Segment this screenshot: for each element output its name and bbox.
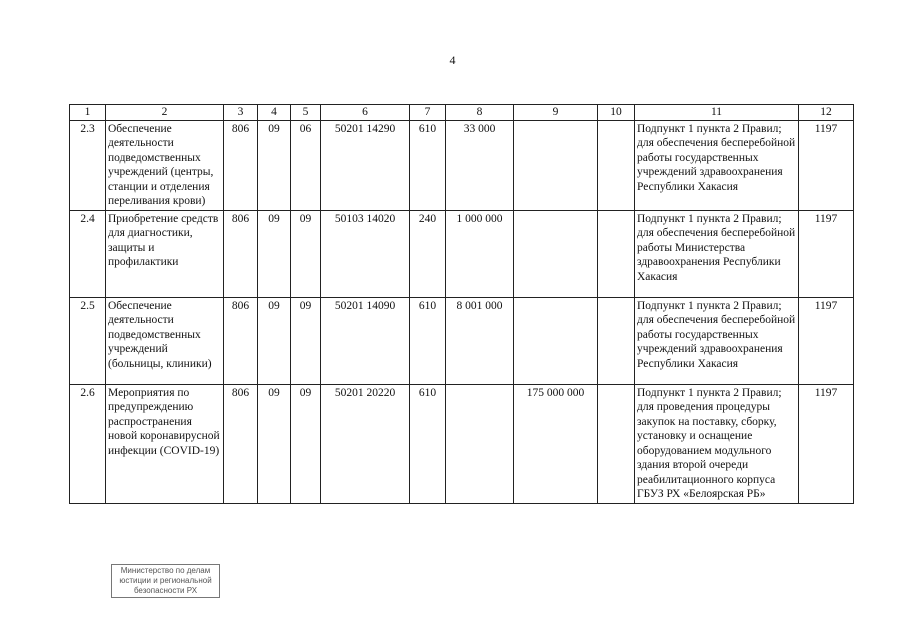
amount-cell: 1 000 000	[446, 210, 514, 297]
row-number: 2.5	[70, 297, 106, 384]
cell	[598, 297, 635, 384]
cell: 50201 14290	[321, 120, 410, 210]
column-header: 12	[799, 105, 854, 121]
column-header: 3	[224, 105, 258, 121]
column-header: 7	[410, 105, 446, 121]
amount-cell	[446, 384, 514, 503]
cell: 806	[224, 210, 258, 297]
table-row	[70, 120, 854, 210]
cell: 1197	[799, 120, 854, 210]
cell: 09	[258, 120, 291, 210]
cell: 50103 14020	[321, 210, 410, 297]
page-number: 4	[449, 53, 456, 67]
column-header: 6	[321, 105, 410, 121]
column-header: 1	[70, 105, 106, 121]
item-name: Обеспечение деятельности подведомственных учреждений (центры, станции и отделения переливания крови)	[106, 120, 224, 210]
amount-cell: 8 001 000	[446, 297, 514, 384]
stamp-line: Министерство по делам	[120, 566, 211, 575]
cell: 806	[224, 384, 258, 503]
cell: 806	[224, 297, 258, 384]
amount-cell: 33 000	[446, 120, 514, 210]
cell: 09	[258, 297, 291, 384]
table-row	[70, 210, 854, 297]
stamp-line: безопасности РХ	[133, 586, 198, 595]
cell: 06	[291, 120, 321, 210]
amount-cell	[514, 210, 598, 297]
stamp-line: юстиции и региональной	[119, 576, 212, 585]
item-name: Обеспечение деятельности подведомственных учреждений (больницы, клиники)	[106, 297, 224, 384]
row-number: 2.4	[70, 210, 106, 297]
cell: 09	[258, 384, 291, 503]
cell: 806	[224, 120, 258, 210]
cell: 09	[291, 297, 321, 384]
column-header: 9	[514, 105, 598, 121]
basis-cell: Подпункт 1 пункта 2 Правил; для обеспечения бесперебойной работы Министерства здравоохранения Республики Хакасия	[635, 210, 799, 297]
budget-allocation-table	[69, 104, 854, 504]
item-name: Приобретение средств для диагностики, защиты и профилактики	[106, 210, 224, 297]
amount-cell	[514, 297, 598, 384]
registration-stamp	[111, 564, 220, 598]
amount-cell	[514, 120, 598, 210]
cell: 09	[291, 384, 321, 503]
cell: 610	[410, 297, 446, 384]
row-number: 2.3	[70, 120, 106, 210]
table-row	[70, 384, 854, 503]
cell: 610	[410, 120, 446, 210]
basis-cell: Подпункт 1 пункта 2 Правил; для проведения процедуры закупок на поставку, сборку, установку и оснащение оборудованием модульного здания второй очереди реабилитационного корпуса ГБУЗ РХ «Белоярская РБ»	[635, 384, 799, 503]
column-header: 10	[598, 105, 635, 121]
cell	[598, 210, 635, 297]
column-header: 4	[258, 105, 291, 121]
cell	[598, 384, 635, 503]
cell: 1197	[799, 210, 854, 297]
cell: 1197	[799, 384, 854, 503]
cell: 09	[258, 210, 291, 297]
cell: 09	[291, 210, 321, 297]
cell: 1197	[799, 297, 854, 384]
cell: 240	[410, 210, 446, 297]
row-number: 2.6	[70, 384, 106, 503]
item-name: Мероприятия по предупреждению распространения новой коронавирусной инфекции (COVID-19)	[106, 384, 224, 503]
table-header-row	[70, 105, 854, 121]
column-header: 8	[446, 105, 514, 121]
amount-cell: 175 000 000	[514, 384, 598, 503]
cell: 50201 20220	[321, 384, 410, 503]
cell	[598, 120, 635, 210]
column-header: 5	[291, 105, 321, 121]
basis-cell: Подпункт 1 пункта 2 Правил; для обеспечения бесперебойной работы государственных учреждений здравоохранения Республики Хакасия	[635, 120, 799, 210]
cell: 50201 14090	[321, 297, 410, 384]
basis-cell: Подпункт 1 пункта 2 Правил; для обеспечения бесперебойной работы государственных учреждений здравоохранения Республики Хакасия	[635, 297, 799, 384]
table-row	[70, 297, 854, 384]
cell: 610	[410, 384, 446, 503]
column-header: 2	[106, 105, 224, 121]
column-header: 11	[635, 105, 799, 121]
